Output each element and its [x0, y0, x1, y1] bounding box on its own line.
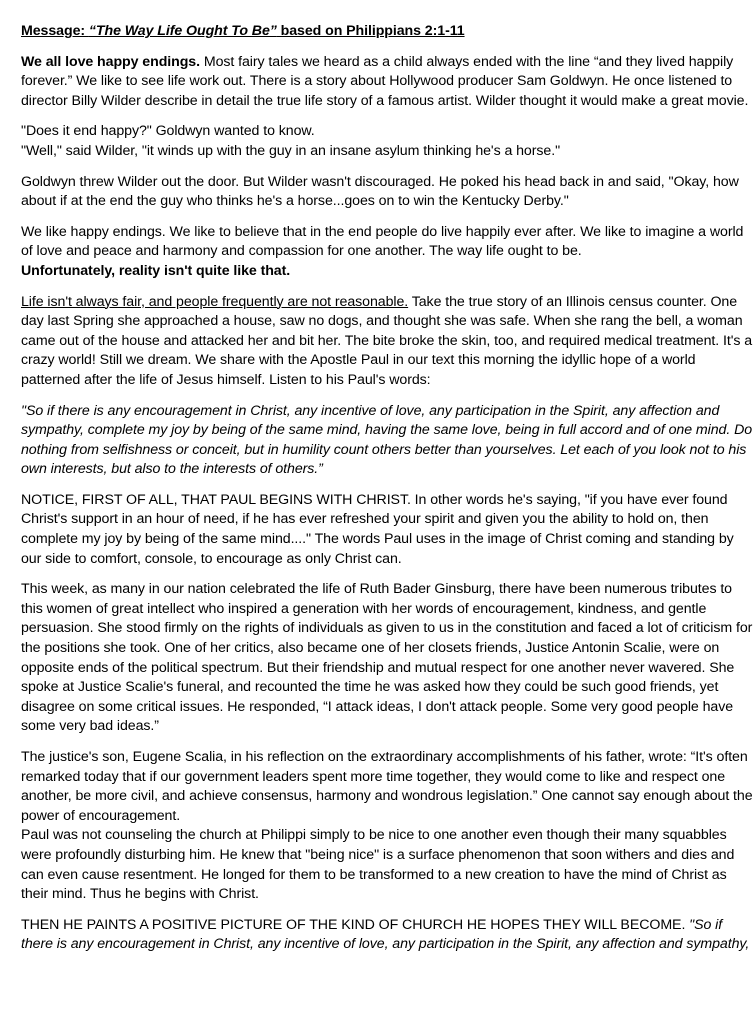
paragraph-happy-endings [21, 53, 754, 112]
paragraph-ginsburg: This week, as many in our nation celebrated the life of Ruth Bader Ginsburg, there have been numerous tributes to this women of great intellect who inspired a generation with her words of encouragement, kindness, and gentle persuasion. She stood firmly on the rights of individuals as given to us in the constitution and faced a lot of criticism for the positions she took. One of her critics, also became one of her closets friends, Justice Antonin Scalie, were on opposite ends of the political spectrum. But their friendship and mutual respect for one another never wavered. She spoke at Justice Scalie's funeral, and recounted the time he was asked how they could be such good friends, yet disagree on some critical issues. He responded, “I attack ideas, I don't attack people. Some very good people have some very bad ideas.” [21, 581, 753, 735]
scripture-quote-inline: "So if there is any encouragement in Christ, any incentive of love, any participation in the Spirit, any affection and sympathy, [21, 916, 750, 953]
title-prefix: Message: [21, 23, 89, 39]
paragraph-reality [21, 223, 754, 282]
paragraph-goldwyn: Goldwyn threw Wilder out the door. But Wilder wasn't discouraged. He poked his head back in and said, "Okay, how about if at the end the guy who thinks he's a horse...goes on to win the Kentucky Derby." [21, 173, 739, 210]
paragraph-eugene-scalia: The justice's son, Eugene Scalia, in his reflection on the extraordinary accomplishments of his father, wrote: “It's often remarked today that if our government leaders spent more time together, they would come to like and respect one another, be more civil, and achieve consensus, harmony and wondrous legislation.” One cannot say enough about the power of encouragement. [21, 749, 753, 824]
paragraph-text: Most fairy tales we heard as a child always ended with the line “and they lived happily forever.” We like to see life work out. There is a story about Hollywood producer Sam Goldwyn. He once listened to director Billy Wilder describe in detail the true life story of a famous artist. Wilder thought it would make a great movie. [21, 53, 749, 109]
paragraph-begins-with-christ: NOTICE, FIRST OF ALL, THAT PAUL BEGINS WITH CHRIST. In other words he's saying, "if you have ever found Christ's support in an hour of need, if he has ever refreshed your spirit and given you the ability to hold on, then complete my joy by being of the same mind...." The words Paul uses in the image of Christ coming and standing by our side to comfort, console, to encourage as only Christ can. [21, 491, 734, 567]
paragraph-text: Take the true story of an Illinois census counter. One day last Spring she approached a house, saw no dogs, and thought she was safe. When she rang the bell, a woman came out of the house and attacked her and bit her. The bite broke the skin, too, and required medical treatment. It's a crazy world! Still we dream. We share with the Apostle Paul in our text this morning the idyllic hope of a world patterned after the life of Jesus himself. Listen to his Paul's words: [21, 293, 753, 388]
document-page [21, 22, 754, 966]
scripture-quote: "So if there is any encouragement in Christ, any incentive of love, any participation in the Spirit, any affection and sympathy, complete my joy by being of the same mind, having the same love, being in full accord and of one mind. Do nothing from selfishness or conceit, but in humility count others better than yourselves. Let each of you look not to his own interests, but also to the interests of others.” [21, 402, 753, 478]
paragraph-text: We like happy endings. We like to believe that in the end people do live happily ever after. We like to imagine a world of love and peace and harmony and compassion for one another. The way life ought to be. [21, 223, 744, 260]
paragraph-lead-bold: We all love happy endings. [21, 53, 200, 70]
title-suffix: based on Philippians 2:1-11 [276, 23, 465, 39]
paragraph-philippi: Paul was not counseling the church at Philippi simply to be nice to one another even though their many squabbles were profoundly disturbing him. He knew that "being nice" is a surface phenomenon that soon withers and dies and can even cause resentment. He longed for them to be transformed to a new creation to have the mind of Christ as their mind. Thus he begins with Christ. [21, 827, 735, 903]
dialogue-line: "Does it end happy?" Goldwyn wanted to know. [21, 123, 315, 140]
paragraph-census-counter [21, 293, 754, 391]
paragraph-underlined-lead: Life isn't always fair, and people frequently are not reasonable. [21, 293, 409, 310]
paragraph-bold-line: Unfortunately, reality isn't quite like that. [21, 262, 291, 279]
paragraph-dialogue [21, 122, 754, 161]
paragraph-positive-picture [21, 916, 754, 955]
message-title [21, 22, 754, 42]
title-sermon-name: “The Way Life Ought To Be” [88, 23, 277, 39]
dialogue-line: "Well," said Wilder, "it winds up with the guy in an insane asylum thinking he's a horse." [21, 142, 561, 159]
paragraph-text: THEN HE PAINTS A POSITIVE PICTURE OF THE KIND OF CHURCH HE HOPES THEY WILL BECOME. [21, 916, 690, 933]
